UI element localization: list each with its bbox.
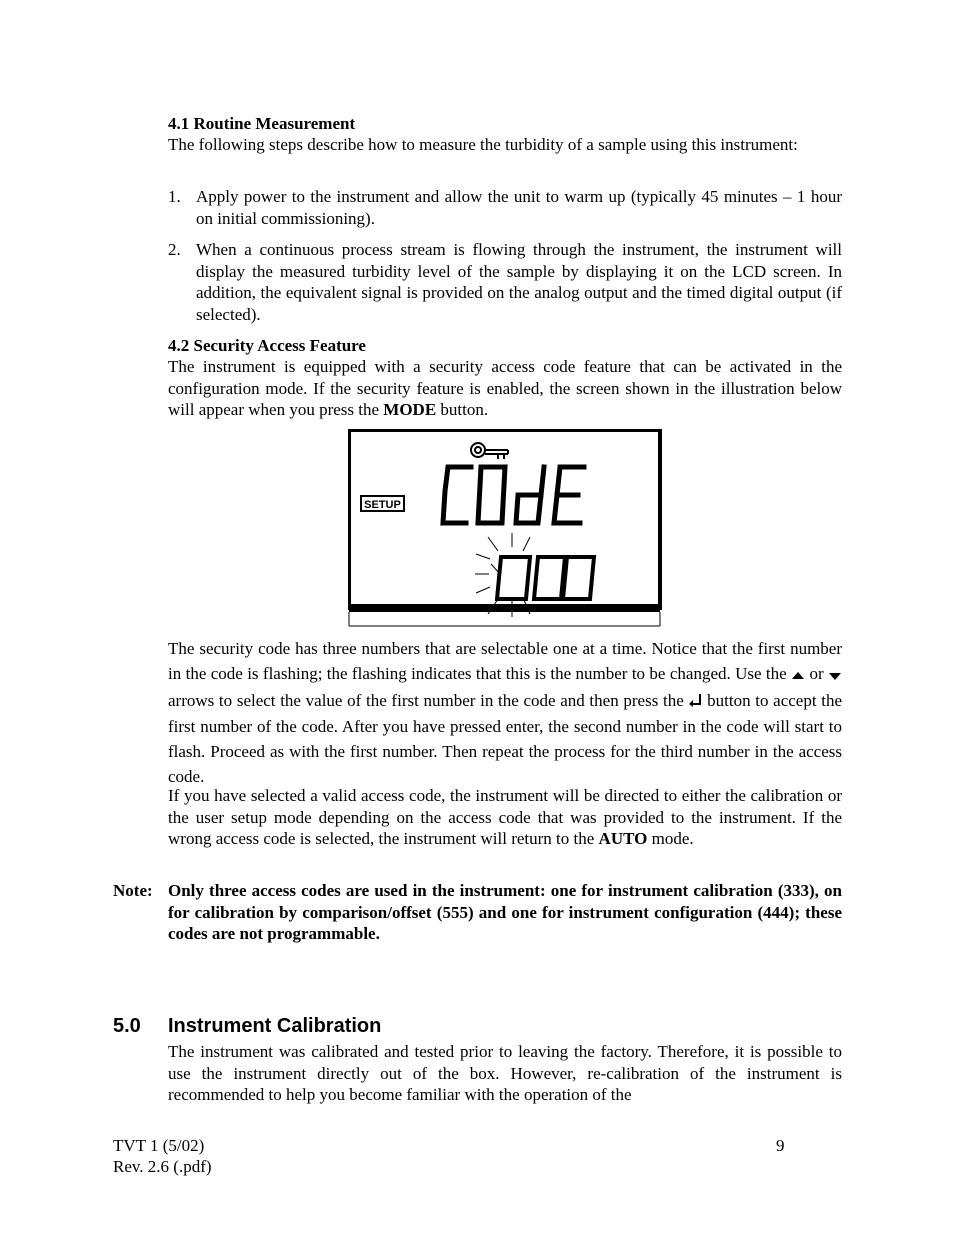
list-item (168, 239, 842, 325)
footer-doc-id: TVT 1 (5/02) (113, 1136, 205, 1155)
lcd-access-digits (497, 557, 594, 599)
list-item (168, 186, 842, 229)
page-number: 9 (776, 1136, 785, 1155)
section-4-2-paragraph-3: If you have selected a valid access code, the instrument will be directed to either the calibration or the user setup mode depending on the access code that was provided to the instrument. If the wrong access code is selected, the instrument will return to the AUTO mode. (168, 786, 842, 848)
section-5-paragraph: The instrument was calibrated and tested prior to leaving the factory. Therefore, it is possible to use the instrument directly out of the box. However, re-calibration of the instrument is recommended to help you become familiar with the operation of the (168, 1042, 842, 1104)
list-item-text: When a continuous process stream is flowing through the instrument, the instrument will display the measured turbidity level of the sample by displaying it on the LCD screen. In addition, the equivalent signal is provided on the analog output and the timed digital output (if selected). (196, 240, 842, 324)
list-item-number: 1. (168, 187, 181, 206)
lcd-code-text (443, 467, 584, 523)
enter-icon (688, 689, 702, 714)
up-arrow-icon (791, 663, 805, 688)
section-5-title: Instrument Calibration (168, 1015, 382, 1037)
mode-button-label: MODE (383, 400, 437, 419)
section-4-2-paragraph-2: The security code has three numbers that are selectable one at a time. Notice that the first number in the code is flashing; the flashing indicates that this is the number to be changed. Use the or arrows to select the value of the first number in the code and then press the button to accept the first number of the code. After you have pressed enter, the second number in the code will start to flash. Proceed as with the first number. Then repeat the process for the third number in the access code. (168, 639, 843, 787)
section-4-2-heading: 4.2 Security Access Feature (168, 336, 366, 355)
setup-indicator (361, 496, 404, 511)
list-item-text: Apply power to the instrument and allow the unit to warm up (typically 45 minutes – 1 hour on initial commissioning). (196, 187, 842, 228)
lcd-display-illustration (348, 429, 662, 632)
down-arrow-icon (828, 663, 842, 688)
svg-text:SETUP: SETUP (364, 499, 401, 511)
footer-revision: Rev. 2.6 (.pdf) (113, 1157, 212, 1176)
note-label: Note: (113, 881, 153, 900)
note-text: Only three access codes are used in the instrument: one for instrument calibration (333), on for calibration by comparison/offset (555) and one for instrument configuration (444); these codes are not programmable. (168, 881, 842, 943)
section-4-1-intro: The following steps describe how to measure the turbidity of a sample using this instrument: (168, 135, 798, 154)
section-4-2-paragraph-1: The instrument is equipped with a security access code feature that can be activated in the configuration mode. If the security feature is enabled, the screen shown in the illustration below will appear when you press the MODE button. (168, 357, 842, 419)
section-4-1-heading: 4.1 Routine Measurement (168, 114, 356, 133)
section-5-number: 5.0 (113, 1015, 141, 1037)
key-icon (471, 443, 508, 459)
list-item-number: 2. (168, 240, 181, 259)
auto-mode-label: AUTO (598, 829, 648, 848)
